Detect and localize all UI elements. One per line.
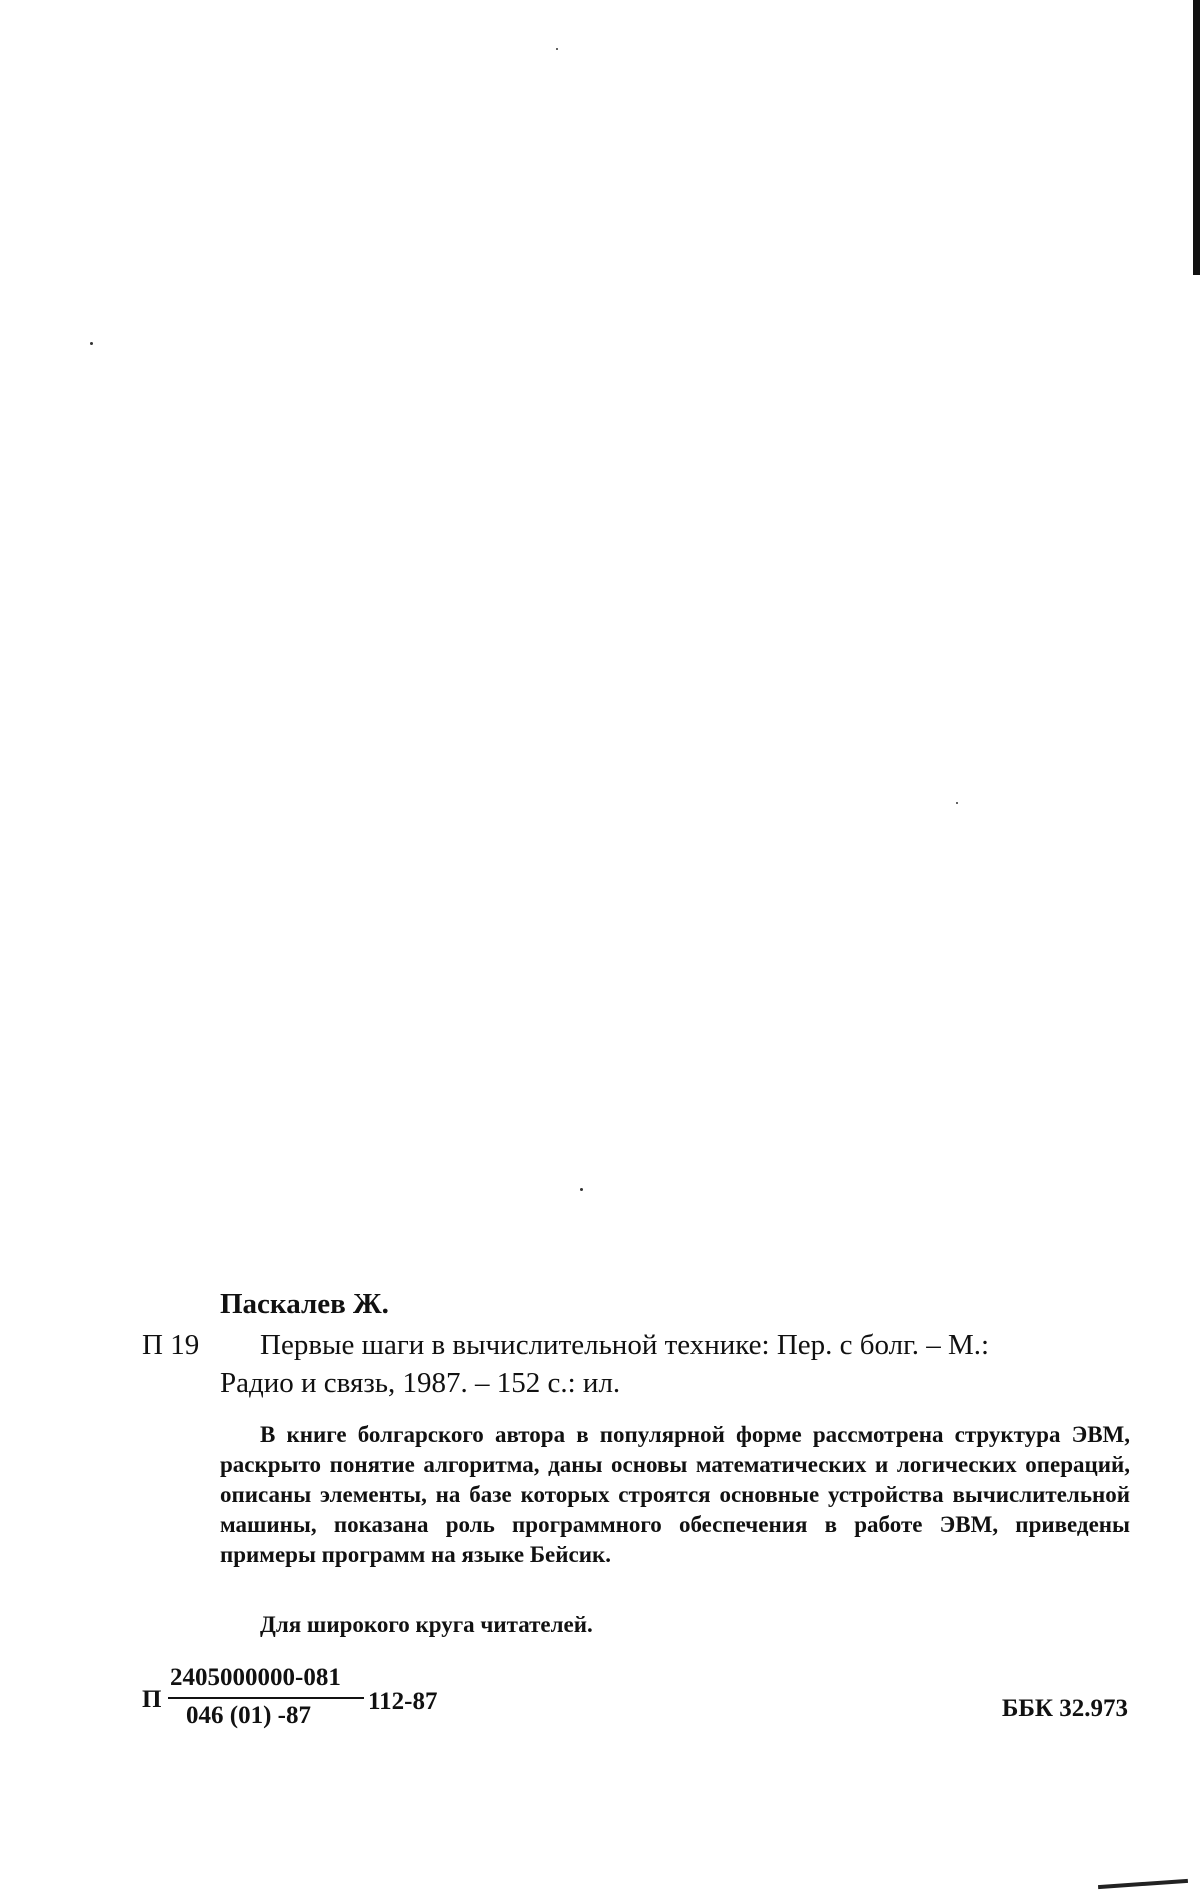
index-denominator: 046 (01) -87 bbox=[186, 1702, 311, 1729]
scan-speck bbox=[556, 48, 558, 50]
audience-note: Для широкого круга читателей. bbox=[260, 1612, 593, 1637]
index-numerator: 2405000000-081 bbox=[170, 1664, 341, 1691]
fraction-line bbox=[168, 1697, 364, 1699]
scan-corner-mark bbox=[1098, 1879, 1188, 1889]
scan-edge-mark bbox=[1193, 0, 1200, 275]
title-line-2: Радио и связь, 1987. – 152 с.: ил. bbox=[220, 1367, 621, 1399]
scan-speck bbox=[956, 802, 958, 804]
scan-speck bbox=[580, 1188, 583, 1191]
author-name: Паскалев Ж. bbox=[220, 1288, 389, 1320]
call-number: П 19 bbox=[142, 1329, 200, 1361]
scan-speck bbox=[90, 342, 93, 345]
index-prefix: П bbox=[142, 1686, 162, 1713]
title-line-1: Первые шаги в вычислительной технике: Пер. с болг. – М.: bbox=[260, 1329, 990, 1361]
bbk-classification: ББК 32.973 bbox=[1001, 1695, 1128, 1722]
index-suffix: 112-87 bbox=[368, 1688, 438, 1715]
book-annotation: В книге болгарского автора в популярной форме рассмотрена структура ЭВМ, раскрыто понятие алгоритма, даны основы математических и логических операций, описаны элементы, на базе которых строятся основные устройства вычислительной машины, показана роль программного обеспечения в работе ЭВМ, приведены примеры программ на языке Бейсик. bbox=[220, 1422, 1130, 1567]
